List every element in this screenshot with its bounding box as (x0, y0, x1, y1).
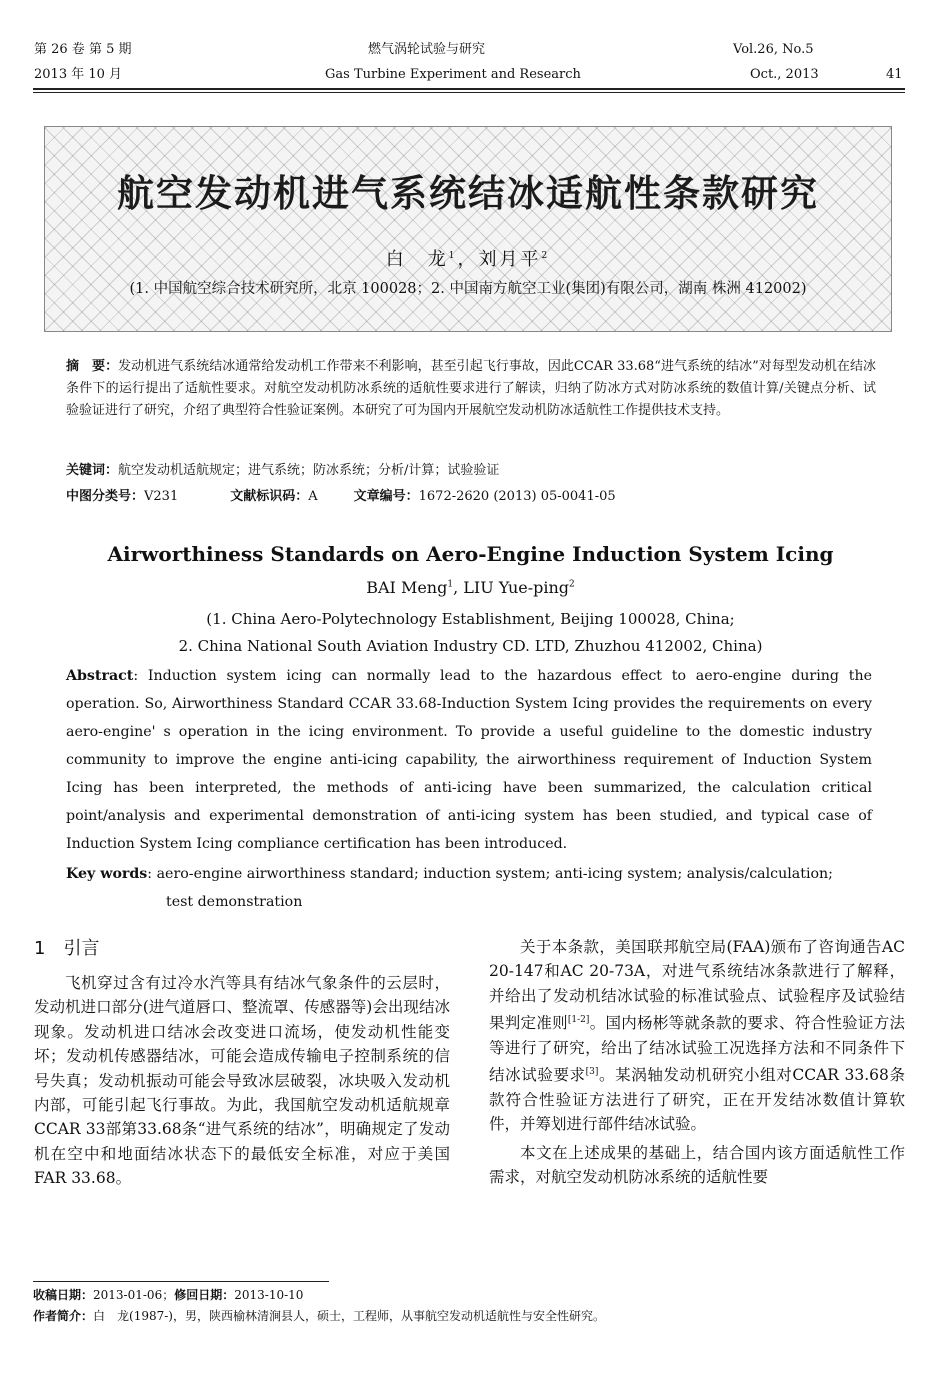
abstract-cn-label: 摘 要： (66, 359, 119, 374)
header-journal-en: Gas Turbine Experiment and Research (325, 67, 581, 82)
keywords-cn (66, 460, 499, 482)
author-bio-value: 白 龙(1987-)，男，陕西榆林清涧县人，硕士，工程师，从事航空发动机适航性与安全性研究。 (93, 1309, 605, 1323)
author-cn-1: 白 龙 (385, 249, 449, 270)
affiliation-en-line1: (1. China Aero-Polytechnology Establishment, Beijing 100028, China; (206, 610, 735, 628)
affiliation-en-line2: 2. China National South Aviation Industry CD. LTD, Zhuzhou 412002, China) (178, 637, 763, 655)
abstract-en-label: Abstract (66, 668, 134, 684)
keywords-en (66, 860, 872, 916)
revised-value: 2013-10-10 (234, 1288, 304, 1302)
keywords-en-label: Key words (66, 866, 148, 882)
header-page-number: 41 (886, 67, 903, 82)
abstract-cn-text: 发动机进气系统结冰通常给发动机工作带来不利影响，甚至引起飞行事故，因此CCAR 33.68“进气系统的结冰”对每型发动机在结冰条件下的运行提出了适航性要求。对航空发动机防冰系统的适航性要求进行了解读，归纳了防冰方式对防冰系统的数值计算/关键点分析、试验验证进行了研究，介绍了典型符合性验证案例。本研究了可为国内开展航空发动机防冰适航性工作提供技术支持。 (66, 359, 876, 418)
received-value: 2013-01-06； (93, 1288, 175, 1302)
section-1-paragraph-3: 本文在上述成果的基础上，结合国内该方面适航性工作需求，对航空发动机防冰系统的适航性要 (489, 1143, 905, 1186)
header-rule-thin (33, 92, 905, 93)
citation-3: [3] (585, 1067, 599, 1078)
header-rule-thick (33, 88, 905, 90)
header-volume-en: Vol.26, No.5 (733, 42, 814, 57)
footnote-dates (33, 1286, 303, 1304)
keywords-en-text2: test demonstration (166, 894, 303, 910)
right-column (489, 935, 905, 1189)
para2-text-c: 。某涡轴发动机研究小组对CCAR 33.68条款符合性验证方法进行了研究，正在开发结冰数值计算软件，并筹划进行部件结冰试验。 (489, 1066, 905, 1134)
author-en-2-sup: 2 (569, 579, 575, 590)
abstract-en-text: Induction system icing can normally lead to the hazardous effect to aero-engine during the operation. So, Airworthiness Standard CCAR 33.68-Induction System Icing provides the requirements on every aero-engine' s operation in the icing environment. To provide a useful guideline to the domestic industry community to improve the engine anti-icing capability, the airworthiness requirement of Induction System Icing has been interpreted, the methods of anti-icing have been summarized, the calculation critical point/analysis and experimental demonstration of anti-icing system has been studied, and typical case of Induction System Icing compliance certification has been introduced. (66, 668, 872, 852)
header-volume-cn: 第 26 卷 第 5 期 (34, 42, 132, 57)
section-1-paragraph-1: 飞机穿过含有过冷水汽等具有结冰气象条件的云层时，发动机进口部分(进气道唇口、整流罩、传感器等)会出现结冰现象。发动机进口结冰会改变进口流场，使发动机性能变坏；发动机传感器结冰，可能会造成传输电子控制系统的信号失真；发动机振动可能会导致冰层破裂，冰块吸入发动机内部，可能引起飞行事故。为此，我国航空发动机适航规章CCAR 33部第33.68条“进气系统的结冰”，明确规定了发动机在空中和地面结冰状态下的最低安全标准，对应于美国FAR 33.68。 (34, 974, 450, 1188)
authors-en (0, 578, 941, 597)
revised-label: 修回日期： (174, 1288, 235, 1302)
section-1-heading: 1 引言 (34, 938, 100, 959)
clc-value: V231 (144, 489, 179, 504)
article-number-value: 1672-2620 (2013) 05-0041-05 (418, 489, 616, 504)
author-cn-2: 刘月平 (478, 249, 542, 270)
author-bio-label: 作者简介： (33, 1309, 94, 1323)
header-date-cn: 2013 年 10 月 (34, 67, 123, 82)
affiliation-cn: (1. 中国航空综合技术研究所，北京 100028；2. 中国南方航空工业(集团)有限公司，湖南 株洲 412002) (129, 281, 807, 297)
authors-cn (45, 245, 891, 271)
title-block (44, 126, 892, 332)
author-en-1-sup: 1 (447, 579, 454, 590)
keywords-en-text1: aero-engine airworthiness standard; induction system; anti-icing system; analysis/calculation; (156, 866, 833, 882)
left-column (34, 971, 450, 1191)
article-number-label: 文章编号： (353, 489, 419, 504)
title-cn: 航空发动机进气系统结冰适航性条款研究 (117, 172, 819, 215)
header-date-en: Oct., 2013 (750, 67, 819, 82)
clc-label: 中图分类号： (66, 489, 145, 504)
abstract-en (66, 662, 872, 858)
section-1-paragraph-2 (489, 935, 905, 1137)
title-en: Airworthiness Standards on Aero-Engine Induction System Icing (107, 542, 834, 566)
header-journal-cn: 燃气涡轮试验与研究 (368, 42, 486, 57)
author-cn-sep: ， (457, 249, 479, 270)
para2-text-b: 。国内杨彬等就条款的要求、符合性验证方法等进行了研究，给出了结冰试验工况选择方法和不同条件下结冰试验要求 (489, 1014, 905, 1085)
keywords-en-colon: : (147, 866, 157, 882)
doc-code-value: A (308, 489, 318, 504)
author-cn-1-sup: 1 (448, 251, 458, 261)
citation-1-2: [1-2] (567, 1015, 590, 1026)
author-en-1: BAI Meng (366, 578, 448, 597)
received-label: 收稿日期： (33, 1288, 94, 1302)
footnote-rule (33, 1281, 329, 1282)
footnote-author-bio (33, 1307, 605, 1325)
author-en-2: LIU Yue-ping (463, 578, 570, 597)
author-en-sep: , (453, 578, 464, 597)
para2-text-a: 关于本条款，美国联邦航空局(FAA)颁布了咨询通告AC 20-147和AC 20-73A，对进气系统结冰条款进行了解释，并给出了发动机结冰试验的标准试验点、试验程序及试验结果判定准则 (489, 938, 905, 1033)
keywords-cn-text: 航空发动机适航规定；进气系统；防冰系统；分析/计算；试验验证 (118, 463, 500, 478)
keywords-cn-label: 关键词： (66, 463, 119, 478)
abstract-cn (66, 356, 876, 422)
doc-code-label: 文献标识码： (230, 489, 309, 504)
classification-line (66, 486, 616, 508)
abstract-en-colon: : (133, 668, 148, 684)
author-cn-2-sup: 2 (541, 251, 551, 261)
